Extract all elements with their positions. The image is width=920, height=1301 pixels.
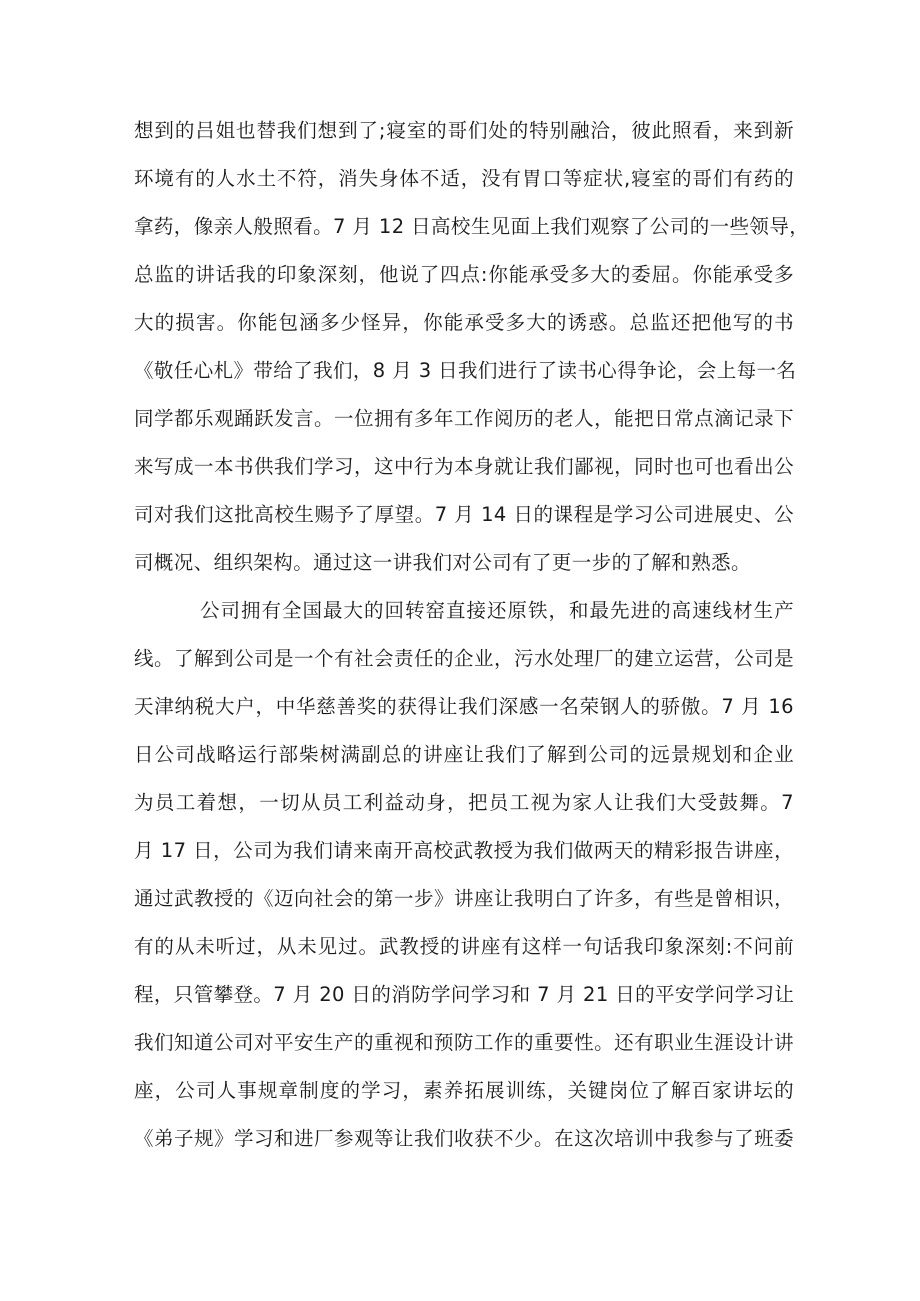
text-line: 同学都乐观踊跃发言。一位拥有多年工作阅历的老人，能把日常点滴记录下 (134, 407, 794, 430)
text-line: 环境有的人水土不符，消失身体不适，没有胃口等症状,寝室的哥们有药的 (134, 167, 794, 190)
text-line: 来写成一本书供我们学习，这中行为本身就让我们鄙视，同时也可也看出公 (134, 455, 794, 478)
text-line: 程，只管攀登。7 月 20 日的消防学问学习和 7 月 21 日的平安学问学习让 (134, 983, 795, 1006)
text-line: 日公司战略运行部柴树满副总的讲座让我们了解到公司的远景规划和企业 (134, 743, 794, 766)
text-line: 我们知道公司对平安生产的重视和预防工作的重要性。还有职业生涯设计讲 (134, 1031, 794, 1054)
paragraph-2 (134, 587, 794, 1163)
text-line: 司对我们这批高校生赐予了厚望。7 月 14 日的课程是学习公司进展史、公 (134, 503, 794, 526)
text-line: 想到的吕姐也替我们想到了;寝室的哥们处的特别融洽，彼此照看，来到新 (134, 119, 794, 142)
text-line: 大的损害。你能包涵多少怪异，你能承受多大的诱惑。总监还把他写的书 (134, 311, 794, 334)
text-line: 天津纳税大户，中华慈善奖的获得让我们深感一名荣钢人的骄傲。7 月 16 (134, 695, 794, 718)
text-line: 《弟子规》学习和进厂参观等让我们收获不少。在这次培训中我参与了班委 (134, 1127, 794, 1150)
text-line: 为员工着想，一切从员工利益动身，把员工视为家人让我们大受鼓舞。7 (134, 791, 794, 814)
text-line: 通过武教授的《迈向社会的第一步》讲座让我明白了许多，有些是曾相识， (134, 887, 794, 910)
text-line: 司概况、组织架构。通过这一讲我们对公司有了更一步的了解和熟悉。 (134, 551, 751, 574)
text-line: 公司拥有全国最大的回转窑直接还原铁，和最先进的高速线材生产 (200, 599, 794, 622)
text-line: 总监的讲话我的印象深刻，他说了四点:你能承受多大的委屈。你能承受多 (134, 263, 794, 286)
text-line: 《敬任心札》带给了我们，8 月 3 日我们进行了读书心得争论，会上每一名 (134, 359, 797, 382)
text-line: 座，公司人事规章制度的学习，素养拓展训练，关键岗位了解百家讲坛的 (134, 1079, 794, 1102)
text-line: 拿药，像亲人般照看。7 月 12 日高校生见面上我们观察了公司的一些领导， (134, 215, 810, 238)
paragraph-1 (134, 107, 810, 587)
text-line: 线。了解到公司是一个有社会责任的企业，污水处理厂的建立运营，公司是 (134, 647, 794, 670)
text-line: 有的从未听过，从未见过。武教授的讲座有这样一句话我印象深刻:不问前 (134, 935, 794, 958)
text-line: 月 17 日，公司为我们请来南开高校武教授为我们做两天的精彩报告讲座， (134, 839, 794, 862)
